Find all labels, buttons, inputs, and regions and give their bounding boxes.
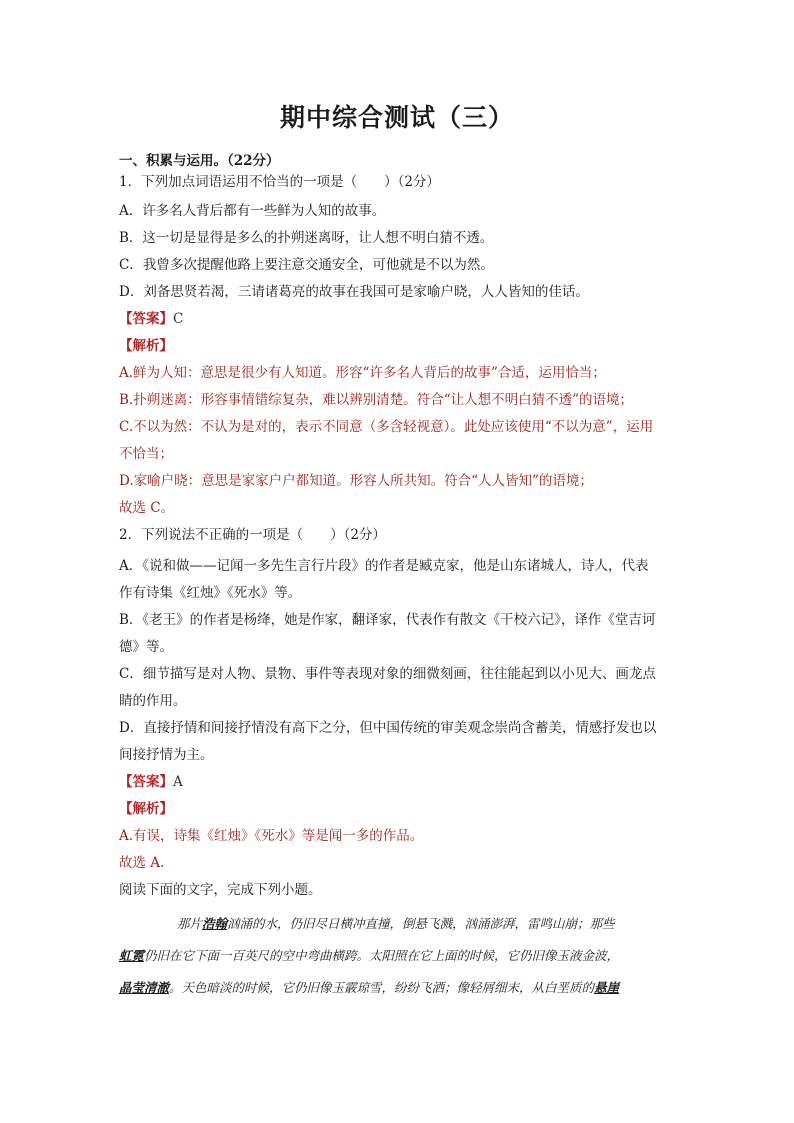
passage-line-1 <box>119 908 679 940</box>
answer-value: A <box>173 774 183 790</box>
answer-label: 【答案】 <box>119 311 173 327</box>
passage-line-2 <box>119 940 679 972</box>
question-1-answer <box>119 306 679 333</box>
question-2-stem: 2．下列说法不正确的一项是（ ）（2分） <box>119 527 386 543</box>
question-2-option-line: C．细节描写是对人物、景物、事件等表现对象的细微刻画，往往能起到以小见大、画龙点 <box>119 666 656 682</box>
analysis-line: 故选 A. <box>119 855 165 871</box>
question-2-option-line: 睛的作用。 <box>119 693 187 709</box>
passage-underlined-word: 浩翰 <box>202 916 228 931</box>
document-body <box>119 152 679 1004</box>
question-2-answer <box>119 769 679 796</box>
analysis-line: B.扑朔迷离：形容事情错综复杂，难以辨别清楚。符合“让人想不明白猜不透”的语境； <box>119 392 634 408</box>
passage-underlined-word: 虹霓 <box>119 948 145 963</box>
question-2-option-line: 间接抒情为主。 <box>119 747 214 763</box>
passage-underlined-word: 悬崖 <box>594 980 620 995</box>
question-2-option-line: A．《说和做——记闻一多先生言行片段》的作者是臧克家，他是山东诸城人，诗人，代表 <box>119 558 649 574</box>
question-1-option-d: D．刘备思贤若渴，三请诸葛亮的故事在我国可是家喻户晓，人人皆知的佳话。 <box>119 284 589 300</box>
reading-prompt: 阅读下面的文字，完成下列小题。 <box>119 882 322 898</box>
question-1-analysis-label: 【解析】 <box>119 338 173 354</box>
question-2-option-line: 德》等。 <box>119 639 173 655</box>
section-heading: 一、积累与运用。（22分） <box>119 153 280 169</box>
question-1-option-c: C．我曾多次提醒他路上要注意交通安全，可他就是不以为然。 <box>119 257 494 273</box>
analysis-line: 故选 C。 <box>119 500 175 516</box>
passage-text: 汹涌的水，仍旧尽日横冲直撞，倒悬飞溅，汹涌澎湃，雷鸣山崩；那些 <box>227 916 615 931</box>
passage-line-3 <box>119 972 679 1004</box>
analysis-line: 不恰当； <box>119 446 173 462</box>
passage-text: 。天色暗淡的时候，它仍旧像玉霰琼雪，纷纷飞洒；像轻屑细末，从白垩质的 <box>169 980 595 995</box>
question-1-option-a: A．许多名人背后都有一些鲜为人知的故事。 <box>119 203 386 219</box>
passage-text: 仍旧在它下面一百英尺的空中弯曲横跨。太阳照在它上面的时候，它仍旧像玉液金波， <box>144 948 620 963</box>
question-2-analysis-label: 【解析】 <box>119 801 173 817</box>
question-2-option-line: 作有诗集《红烛》《死水》等。 <box>119 585 302 601</box>
page-title: 期中综合测试（三） <box>279 103 514 132</box>
question-1-stem: 1．下列加点词语运用不恰当的一项是（ ）（2分） <box>119 174 440 190</box>
passage-underlined-word: 晶莹清澈 <box>119 980 170 995</box>
analysis-line: D.家喻户晓：意思是家家户户都知道。形容人所共知。符合“人人皆知”的语境； <box>119 473 593 489</box>
answer-label: 【答案】 <box>119 774 173 790</box>
analysis-line: A.有误，诗集《红烛》《死水》等是闻一多的作品。 <box>119 828 424 844</box>
passage-text: 那片 <box>177 916 203 931</box>
question-2-option-line: D．直接抒情和间接抒情没有高下之分，但中国传统的审美观念崇尚含蓄美，情感抒发也以 <box>119 720 657 736</box>
analysis-line: A.鲜为人知：意思是很少有人知道。形容“许多名人背后的故事”合适，运用恰当； <box>119 365 606 381</box>
answer-value: C <box>173 311 184 327</box>
analysis-line: C.不以为然：不认为是对的，表示不同意（多含轻视意）。此处应该使用“不以为意”，运用 <box>119 419 654 435</box>
question-2-option-line: B．《老王》的作者是杨绛，她是作家，翻译家，代表作有散文《干校六记》，译作《堂吉诃 <box>119 612 656 628</box>
question-1-option-b: B．这一切是显得是多么的扑朔迷离呀，让人想不明白猜不透。 <box>119 230 494 246</box>
